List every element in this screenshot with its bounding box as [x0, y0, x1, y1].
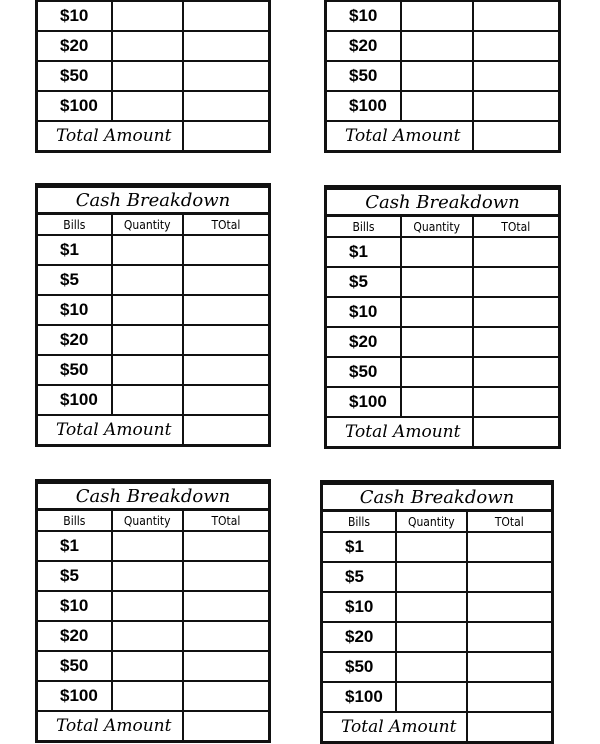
table-row	[38, 295, 268, 325]
total-cell[interactable]	[183, 325, 268, 355]
cash-breakdown-form-middle-left	[35, 183, 271, 447]
bill-denomination: $5	[38, 561, 112, 591]
cash-breakdown-table	[38, 482, 268, 740]
total-amount-row	[38, 711, 268, 740]
table-row	[327, 387, 558, 417]
column-header-total: TOtal	[183, 214, 268, 236]
table-row	[327, 237, 558, 267]
table-row	[38, 531, 268, 561]
table-row	[38, 31, 268, 61]
form-title: Cash Breakdown	[323, 484, 551, 511]
quantity-cell[interactable]	[112, 591, 183, 621]
quantity-cell[interactable]	[112, 235, 183, 265]
table-row	[327, 61, 558, 91]
total-cell[interactable]	[183, 295, 268, 325]
table-row	[323, 592, 551, 622]
form-title: Cash Breakdown	[38, 483, 268, 510]
table-row	[38, 61, 268, 91]
quantity-cell[interactable]	[401, 61, 473, 91]
total-cell[interactable]	[473, 297, 558, 327]
quantity-cell[interactable]	[401, 327, 473, 357]
total-amount-row	[38, 415, 268, 444]
table-row	[38, 265, 268, 295]
bill-denomination: $20	[323, 622, 396, 652]
bill-denomination: $100	[38, 385, 112, 415]
column-header-bills: Bills	[327, 216, 401, 238]
quantity-cell[interactable]	[112, 325, 183, 355]
bill-denomination: $1	[38, 235, 112, 265]
title-row	[38, 483, 268, 510]
bill-denomination: $20	[38, 621, 112, 651]
quantity-cell[interactable]	[112, 385, 183, 415]
total-amount-cell[interactable]	[183, 121, 268, 150]
header-row	[323, 511, 551, 533]
quantity-cell[interactable]	[396, 652, 467, 682]
column-header-quantity: Quantity	[401, 216, 473, 238]
quantity-cell[interactable]	[112, 31, 183, 61]
bill-denomination: $10	[38, 591, 112, 621]
bill-denomination: $100	[38, 681, 112, 711]
table-row	[327, 357, 558, 387]
quantity-cell[interactable]	[401, 297, 473, 327]
column-header-total: TOtal	[467, 511, 551, 533]
table-row	[38, 681, 268, 711]
total-cell[interactable]	[473, 357, 558, 387]
bill-denomination: $10	[327, 1, 401, 31]
table-row	[323, 562, 551, 592]
bill-denomination: $100	[323, 682, 396, 712]
bill-denomination: $5	[327, 267, 401, 297]
quantity-cell[interactable]	[401, 357, 473, 387]
total-cell[interactable]	[467, 622, 551, 652]
table-row	[38, 91, 268, 121]
total-amount-label: Total Amount	[323, 712, 467, 741]
table-row	[38, 325, 268, 355]
quantity-cell[interactable]	[396, 562, 467, 592]
form-title: Cash Breakdown	[327, 189, 558, 216]
quantity-cell[interactable]	[401, 387, 473, 417]
quantity-cell[interactable]	[112, 561, 183, 591]
column-header-quantity: Quantity	[112, 510, 183, 532]
total-amount-row	[327, 417, 558, 446]
quantity-cell[interactable]	[112, 651, 183, 681]
total-amount-cell[interactable]	[473, 417, 558, 446]
title-row	[323, 484, 551, 511]
quantity-cell[interactable]	[396, 592, 467, 622]
total-cell[interactable]	[467, 682, 551, 712]
total-amount-label: Total Amount	[38, 121, 183, 150]
cash-breakdown-form-bottom-right	[320, 480, 554, 744]
table-row	[327, 297, 558, 327]
total-cell[interactable]	[183, 61, 268, 91]
total-cell[interactable]	[183, 355, 268, 385]
quantity-cell[interactable]	[112, 265, 183, 295]
total-cell[interactable]	[473, 91, 558, 121]
bill-denomination: $5	[38, 265, 112, 295]
title-row	[38, 187, 268, 214]
total-cell[interactable]	[473, 1, 558, 31]
bill-denomination: $10	[323, 592, 396, 622]
column-header-total: TOtal	[473, 216, 558, 238]
quantity-cell[interactable]	[401, 237, 473, 267]
total-amount-row	[38, 121, 268, 150]
total-cell[interactable]	[183, 265, 268, 295]
quantity-cell[interactable]	[396, 682, 467, 712]
quantity-cell[interactable]	[112, 621, 183, 651]
table-row	[327, 31, 558, 61]
total-amount-label: Total Amount	[38, 711, 183, 740]
cash-breakdown-table	[323, 483, 551, 741]
column-header-quantity: Quantity	[112, 214, 183, 236]
total-amount-cell[interactable]	[467, 712, 551, 741]
table-row	[38, 651, 268, 681]
cash-breakdown-form-top-right	[324, 0, 561, 153]
bill-denomination: $10	[38, 1, 112, 31]
total-amount-row	[323, 712, 551, 741]
total-cell[interactable]	[467, 562, 551, 592]
total-cell[interactable]	[183, 91, 268, 121]
column-header-quantity: Quantity	[396, 511, 467, 533]
total-cell[interactable]	[183, 531, 268, 561]
quantity-cell[interactable]	[401, 1, 473, 31]
table-row	[323, 532, 551, 562]
quantity-cell[interactable]	[401, 31, 473, 61]
total-cell[interactable]	[183, 681, 268, 711]
total-cell[interactable]	[183, 235, 268, 265]
total-cell[interactable]	[473, 327, 558, 357]
form-title: Cash Breakdown	[38, 187, 268, 214]
table-row	[38, 355, 268, 385]
bill-denomination: $100	[327, 91, 401, 121]
table-row	[38, 385, 268, 415]
quantity-cell[interactable]	[401, 267, 473, 297]
table-row	[323, 652, 551, 682]
bill-denomination: $50	[323, 652, 396, 682]
quantity-cell[interactable]	[112, 531, 183, 561]
total-cell[interactable]	[183, 31, 268, 61]
bill-denomination: $50	[327, 61, 401, 91]
total-cell[interactable]	[183, 1, 268, 31]
quantity-cell[interactable]	[112, 91, 183, 121]
total-cell[interactable]	[473, 61, 558, 91]
total-amount-cell[interactable]	[183, 711, 268, 740]
table-row	[38, 235, 268, 265]
table-row	[327, 1, 558, 31]
header-row	[38, 510, 268, 532]
table-row	[323, 682, 551, 712]
column-header-total: TOtal	[183, 510, 268, 532]
quantity-cell[interactable]	[396, 532, 467, 562]
quantity-cell[interactable]	[112, 295, 183, 325]
total-cell[interactable]	[473, 387, 558, 417]
quantity-cell[interactable]	[112, 681, 183, 711]
table-row	[327, 267, 558, 297]
bill-denomination: $1	[327, 237, 401, 267]
column-header-bills: Bills	[38, 214, 112, 236]
total-amount-cell[interactable]	[183, 415, 268, 444]
cash-breakdown-form-top-left	[35, 0, 271, 153]
bill-denomination: $20	[38, 31, 112, 61]
total-amount-row	[327, 121, 558, 150]
total-amount-label: Total Amount	[327, 121, 473, 150]
title-row	[327, 189, 558, 216]
bill-denomination: $100	[327, 387, 401, 417]
bill-denomination: $10	[327, 297, 401, 327]
total-cell[interactable]	[467, 592, 551, 622]
quantity-cell[interactable]	[112, 61, 183, 91]
quantity-cell[interactable]	[112, 1, 183, 31]
total-cell[interactable]	[467, 652, 551, 682]
bill-denomination: $5	[323, 562, 396, 592]
bill-denomination: $1	[323, 532, 396, 562]
total-cell[interactable]	[473, 31, 558, 61]
quantity-cell[interactable]	[401, 91, 473, 121]
cash-breakdown-table	[327, 188, 558, 446]
quantity-cell[interactable]	[112, 355, 183, 385]
bill-denomination: $50	[38, 355, 112, 385]
quantity-cell[interactable]	[396, 622, 467, 652]
table-row	[38, 621, 268, 651]
table-row	[38, 1, 268, 31]
cash-breakdown-form-bottom-left	[35, 479, 271, 743]
table-row	[327, 91, 558, 121]
cash-breakdown-table	[327, 0, 558, 150]
table-row	[38, 591, 268, 621]
cash-breakdown-table	[38, 0, 268, 150]
total-amount-cell[interactable]	[473, 121, 558, 150]
header-row	[38, 214, 268, 236]
column-header-bills: Bills	[38, 510, 112, 532]
bill-denomination: $50	[327, 357, 401, 387]
total-cell[interactable]	[467, 532, 551, 562]
total-cell[interactable]	[183, 385, 268, 415]
total-cell[interactable]	[473, 237, 558, 267]
total-cell[interactable]	[183, 651, 268, 681]
cash-breakdown-form-middle-right	[324, 185, 561, 449]
bill-denomination: $10	[38, 295, 112, 325]
bill-denomination: $20	[38, 325, 112, 355]
total-amount-label: Total Amount	[327, 417, 473, 446]
cash-breakdown-table	[38, 186, 268, 444]
column-header-bills: Bills	[323, 511, 396, 533]
bill-denomination: $20	[327, 327, 401, 357]
total-cell[interactable]	[183, 591, 268, 621]
bill-denomination: $50	[38, 61, 112, 91]
total-cell[interactable]	[183, 561, 268, 591]
bill-denomination: $100	[38, 91, 112, 121]
bill-denomination: $20	[327, 31, 401, 61]
table-row	[323, 622, 551, 652]
header-row	[327, 216, 558, 238]
bill-denomination: $50	[38, 651, 112, 681]
table-row	[327, 327, 558, 357]
total-cell[interactable]	[183, 621, 268, 651]
table-row	[38, 561, 268, 591]
total-cell[interactable]	[473, 267, 558, 297]
total-amount-label: Total Amount	[38, 415, 183, 444]
bill-denomination: $1	[38, 531, 112, 561]
